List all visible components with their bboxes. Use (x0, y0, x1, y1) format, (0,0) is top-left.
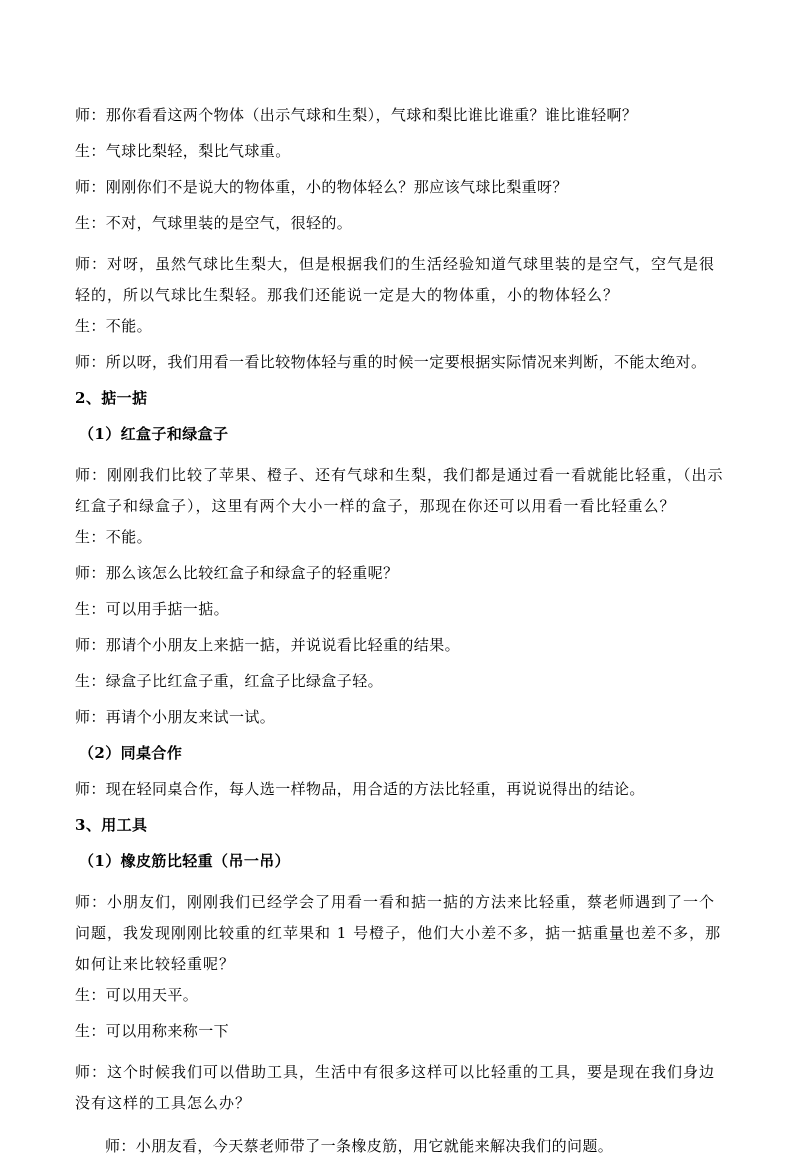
dialog-line: 师：那么该怎么比较红盒子和绿盒子的轻重呢？ (75, 564, 399, 582)
section-heading: 3、用工具 (75, 816, 148, 834)
section-heading: 2、掂一掂 (75, 389, 148, 407)
dialog-line: 生：可以用天平。 (75, 986, 199, 1004)
dialog-line: 师：那你看看这两个物体（出示气球和生梨），气球和梨比谁比谁重？谁比谁轻啊？ (75, 106, 638, 124)
dialog-paragraph: 师：小朋友们，刚刚我们已经学会了用看一看和掂一掂的方法来比轻重，蔡老师遇到了一个问题，我发现刚刚比较重的红苹果和 1 号橙子，他们大小差不多，掂一掂重量也差不多，那如何让来比较轻重呢？ (75, 893, 722, 973)
dialog-line: 生：绿盒子比红盒子重，红盒子比绿盒子轻。 (75, 672, 384, 690)
dialog-line: 生：可以用手掂一掂。 (75, 600, 230, 618)
dialog-line: 生：可以用称来称一下 (75, 1022, 230, 1040)
indented-dialog-line: 师：小朋友看，今天蔡老师带了一条橡皮筋，用它就能来解决我们的问题。 (105, 1137, 614, 1155)
dialog-line: 生：气球比梨轻，梨比气球重。 (75, 142, 291, 160)
subsection-heading: （2）同桌合作 (79, 744, 183, 762)
dialog-line: 师：那请个小朋友上来掂一掂，并说说看比轻重的结果。 (75, 636, 461, 654)
dialog-paragraph: 师：这个时候我们可以借助工具，生活中有很多这样可以比轻重的工具，要是现在我们身边没有这样的工具怎么办？ (75, 1063, 716, 1112)
subsection-heading: （1）橡皮筋比轻重（吊一吊） (79, 852, 291, 870)
dialog-paragraph: 师：对呀，虽然气球比生梨大，但是根据我们的生活经验知道气球里装的是空气，空气是很轻的，所以气球比生梨轻。那我们还能说一定是大的物体重，小的物体轻么？ (75, 255, 716, 304)
document-page (75, 100, 725, 1167)
dialog-line: 师：现在轻同桌合作，每人选一样物品，用合适的方法比轻重，再说说得出的结论。 (75, 780, 645, 798)
subsection-heading: （1）红盒子和绿盒子 (79, 425, 229, 443)
dialog-line: 生：不对，气球里装的是空气，很轻的。 (75, 214, 353, 232)
dialog-line: 生：不能。 (75, 528, 153, 546)
dialog-line: 师：刚刚你们不是说大的物体重，小的物体轻么？那应该气球比梨重呀？ (75, 178, 568, 196)
dialog-paragraph: 师：刚刚我们比较了苹果、橙子、还有气球和生梨，我们都是通过看一看就能比轻重，（出示红盒子和绿盒子），这里有两个大小一样的盒子，那现在你还可以用看一看比轻重么？ (75, 466, 724, 515)
dialog-line: 师：所以呀，我们用看一看比较物体轻与重的时候一定要根据实际情况来判断，不能太绝对。 (75, 353, 707, 371)
dialog-line: 师：再请个小朋友来试一试。 (75, 708, 276, 726)
dialog-line: 生：不能。 (75, 317, 153, 335)
